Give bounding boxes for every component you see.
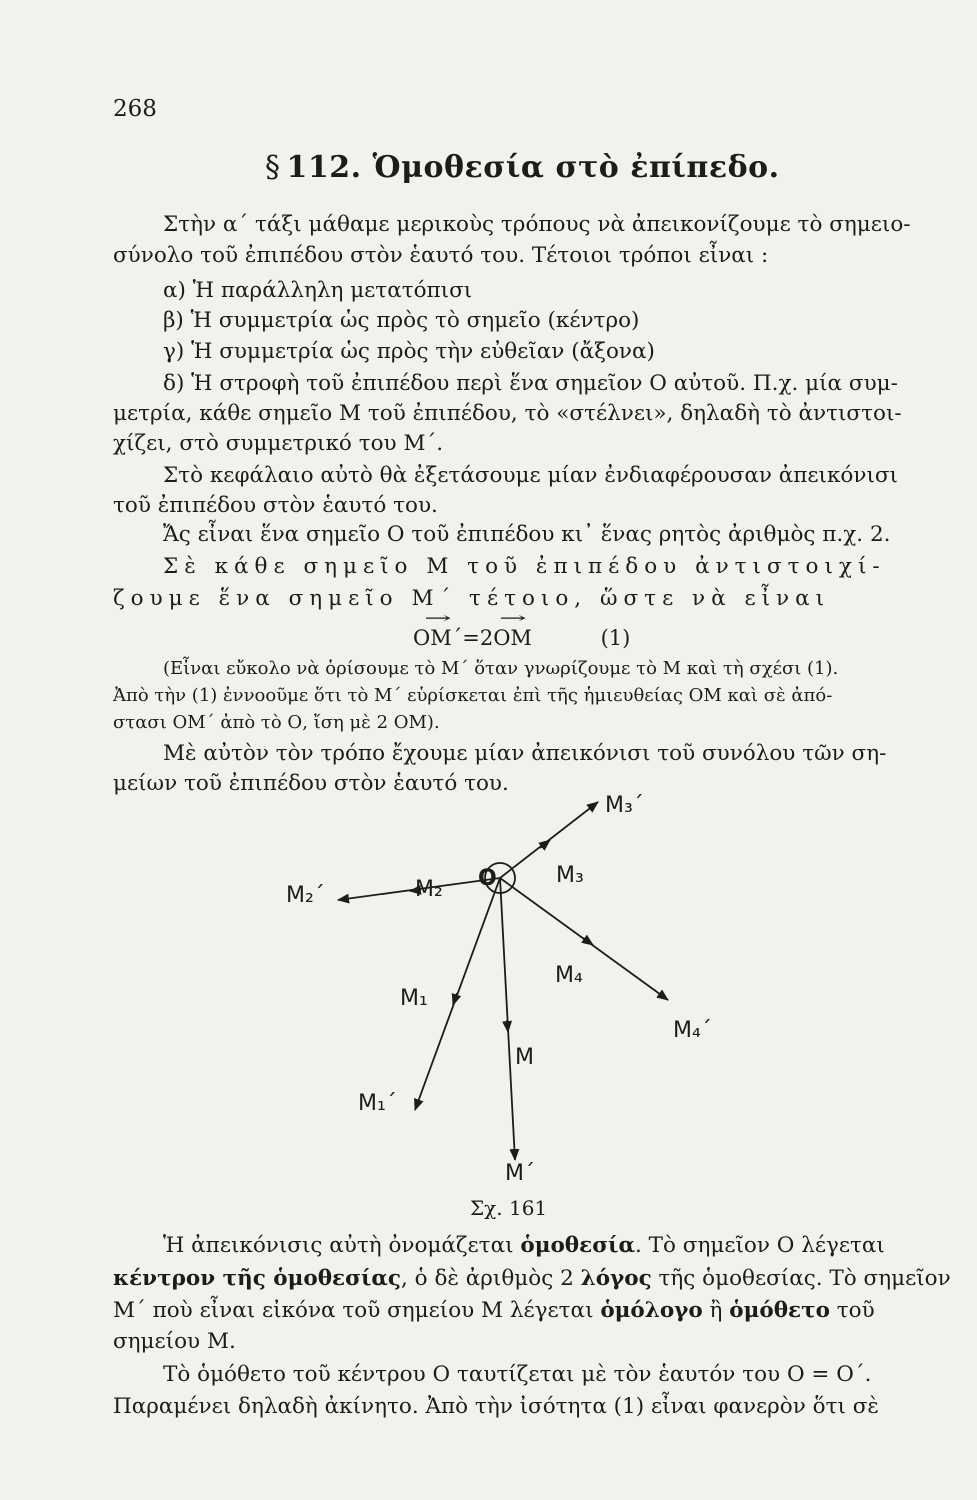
para5-line-2: μείων τοῦ ἐπιπέδου στὸν ἑαυτό του. bbox=[113, 771, 509, 796]
closing-line-3 bbox=[113, 1300, 875, 1322]
label-m4-prime: M₄΄ bbox=[673, 1018, 712, 1043]
list-item-b: β) Ἡ συμμετρία ὡς πρὸς τὸ σημεῖο (κέντρο) bbox=[163, 308, 640, 333]
equals-sign: = bbox=[462, 626, 480, 650]
arrow-m4 bbox=[583, 938, 593, 945]
intro-line-1: Στὴν α΄ τάξι μάθαμε μερικοὺς τρόπους νὰ ἀπεικονίζουμε τὸ σημειο- bbox=[163, 212, 911, 237]
closing-text: . Τὸ σημεῖον Ο λέγεται bbox=[635, 1233, 885, 1258]
note-line-2: Ἀπὸ τὴν (1) ἐννοοῦμε ὅτι τὸ Μ΄ εὑρίσκεται ἐπὶ τῆς ἡμιευθείας ΟΜ καὶ σὲ ἀπό- bbox=[113, 685, 833, 706]
page-number: 268 bbox=[113, 96, 157, 122]
equation-label: (1) bbox=[600, 626, 631, 650]
closing-line-5: Τὸ ὁμόθετο τοῦ κέντρου Ο ταυτίζεται μὲ τὸν ἑαυτόν του Ο = Ο΄. bbox=[163, 1362, 872, 1387]
term-homothetic: ὁμόθετο bbox=[729, 1298, 830, 1323]
label-m4: M₄ bbox=[555, 963, 583, 988]
arrow-m3 bbox=[540, 840, 550, 848]
closing-text: Μ΄ ποὺ εἶναι εἰκόνα τοῦ σημείου Μ λέγεται bbox=[113, 1298, 601, 1323]
intro-line-2: σύνολο τοῦ ἐπιπέδου στὸν ἑαυτό του. Τέτοιοι τρόποι εἶναι : bbox=[113, 243, 769, 268]
vector-om: → ΟΜ bbox=[493, 626, 532, 650]
para4-line-2: Σὲ κάθε σημεῖο Μ τοῦ ἐπιπέδου ἀντιστοιχί- bbox=[163, 554, 886, 579]
closing-text: ἢ bbox=[702, 1298, 730, 1323]
list-item-d: δ) Ἡ στροφὴ τοῦ ἐπιπέδου περὶ ἕνα σημεῖον Ο αὐτοῦ. Π.χ. μία συμ- bbox=[163, 371, 898, 396]
label-m1-prime: M₁΄ bbox=[358, 1091, 397, 1116]
label-m: M bbox=[515, 1045, 534, 1070]
closing-line-4: σημείου Μ. bbox=[113, 1329, 236, 1354]
closing-text: τῆς ὁμοθεσίας. Τὸ σημεῖον bbox=[651, 1266, 951, 1291]
section-heading bbox=[265, 150, 780, 185]
para2-line-2: χίζει, στὸ συμμετρικό του Μ΄. bbox=[113, 431, 444, 456]
para5-line-1: Μὲ αὐτὸν τὸν τρόπο ἔχουμε μίαν ἀπεικόνισι τοῦ συνόλου τῶν ση- bbox=[163, 741, 887, 766]
label-m2-prime: M₂΄ bbox=[286, 883, 325, 908]
para4-line-1: Ἄς εἶναι ἕνα σημεῖο Ο τοῦ ἐπιπέδου κι᾽ ἕνας ρητὸς ἀριθμὸς π.χ. 2. bbox=[163, 522, 891, 547]
note-line-3: στασι ΟΜ΄ ἀπὸ τὸ Ο, ἴση μὲ 2 ΟΜ). bbox=[113, 712, 440, 733]
para4-line-3: ζουμε ἕνα σημεῖο Μ΄ τέτοιο, ὥστε νὰ εἶναι bbox=[113, 586, 831, 611]
equation-1 bbox=[413, 626, 630, 650]
term-homothety: ὁμοθεσία bbox=[520, 1233, 636, 1258]
term-homologous: ὁμόλογο bbox=[600, 1298, 703, 1323]
label-m3: M₃ bbox=[556, 863, 584, 888]
section-number: 112. bbox=[286, 150, 362, 185]
note-line-1: (Εἶναι εὔκολο νὰ ὁρίσουμε τὸ Μ΄ ὅταν γνωρίζουμε τὸ Μ καὶ τὴ σχέσι (1). bbox=[163, 658, 839, 679]
closing-line-1 bbox=[163, 1235, 885, 1257]
section-title: Ὁμοθεσία στὸ ἐπίπεδο. bbox=[372, 150, 780, 185]
arrow-m bbox=[507, 1020, 508, 1032]
coefficient: 2 bbox=[479, 626, 494, 650]
list-item-c: γ) Ἡ συμμετρία ὡς πρὸς τὴν εὐθεῖαν (ἄξονα) bbox=[163, 339, 655, 364]
label-m1: M₁ bbox=[400, 986, 428, 1011]
para3-line-2: τοῦ ἐπιπέδου στὸν ἑαυτό του. bbox=[113, 493, 438, 518]
para3-line-1: Στὸ κεφάλαιο αὐτὸ θὰ ἐξετάσουμε μίαν ἐνδιαφέρουσαν ἀπεικόνισι bbox=[163, 463, 898, 488]
label-m3-prime: M₃΄ bbox=[605, 793, 644, 818]
label-m-prime: M΄ bbox=[505, 1161, 535, 1186]
label-o: O bbox=[478, 866, 497, 891]
ray-to-m-prime bbox=[500, 878, 515, 1160]
para2-line-1: μετρία, κάθε σημεῖο Μ τοῦ ἐπιπέδου, τὸ «στέλνει», δηλαδὴ τὸ ἀντιστοι- bbox=[113, 401, 902, 426]
closing-text: Ἡ ἀπεικόνισις αὐτὴ ὀνομάζεται bbox=[163, 1233, 521, 1258]
closing-text: τοῦ bbox=[829, 1298, 875, 1323]
term-center: κέντρον τῆς ὁμοθεσίας bbox=[113, 1266, 402, 1291]
list-item-a: α) Ἡ παράλληλη μετατόπισι bbox=[163, 278, 473, 303]
closing-text: , ὁ δὲ ἀριθμὸς 2 bbox=[401, 1266, 581, 1291]
figure-caption: Σχ. 161 bbox=[470, 1196, 548, 1220]
term-ratio: λόγος bbox=[580, 1266, 652, 1291]
closing-line-6: Παραμένει δηλαδὴ ἀκίνητο. Ἀπὸ τὴν ἰσότητα (1) εἶναι φανερὸν ὅτι σὲ bbox=[113, 1394, 879, 1419]
homothety-figure bbox=[250, 780, 730, 1190]
closing-line-2 bbox=[113, 1268, 951, 1290]
section-symbol: § bbox=[265, 150, 281, 185]
vector-om-prime: → ΟΜ΄ bbox=[413, 626, 462, 650]
label-m2: M₂ bbox=[415, 877, 443, 902]
